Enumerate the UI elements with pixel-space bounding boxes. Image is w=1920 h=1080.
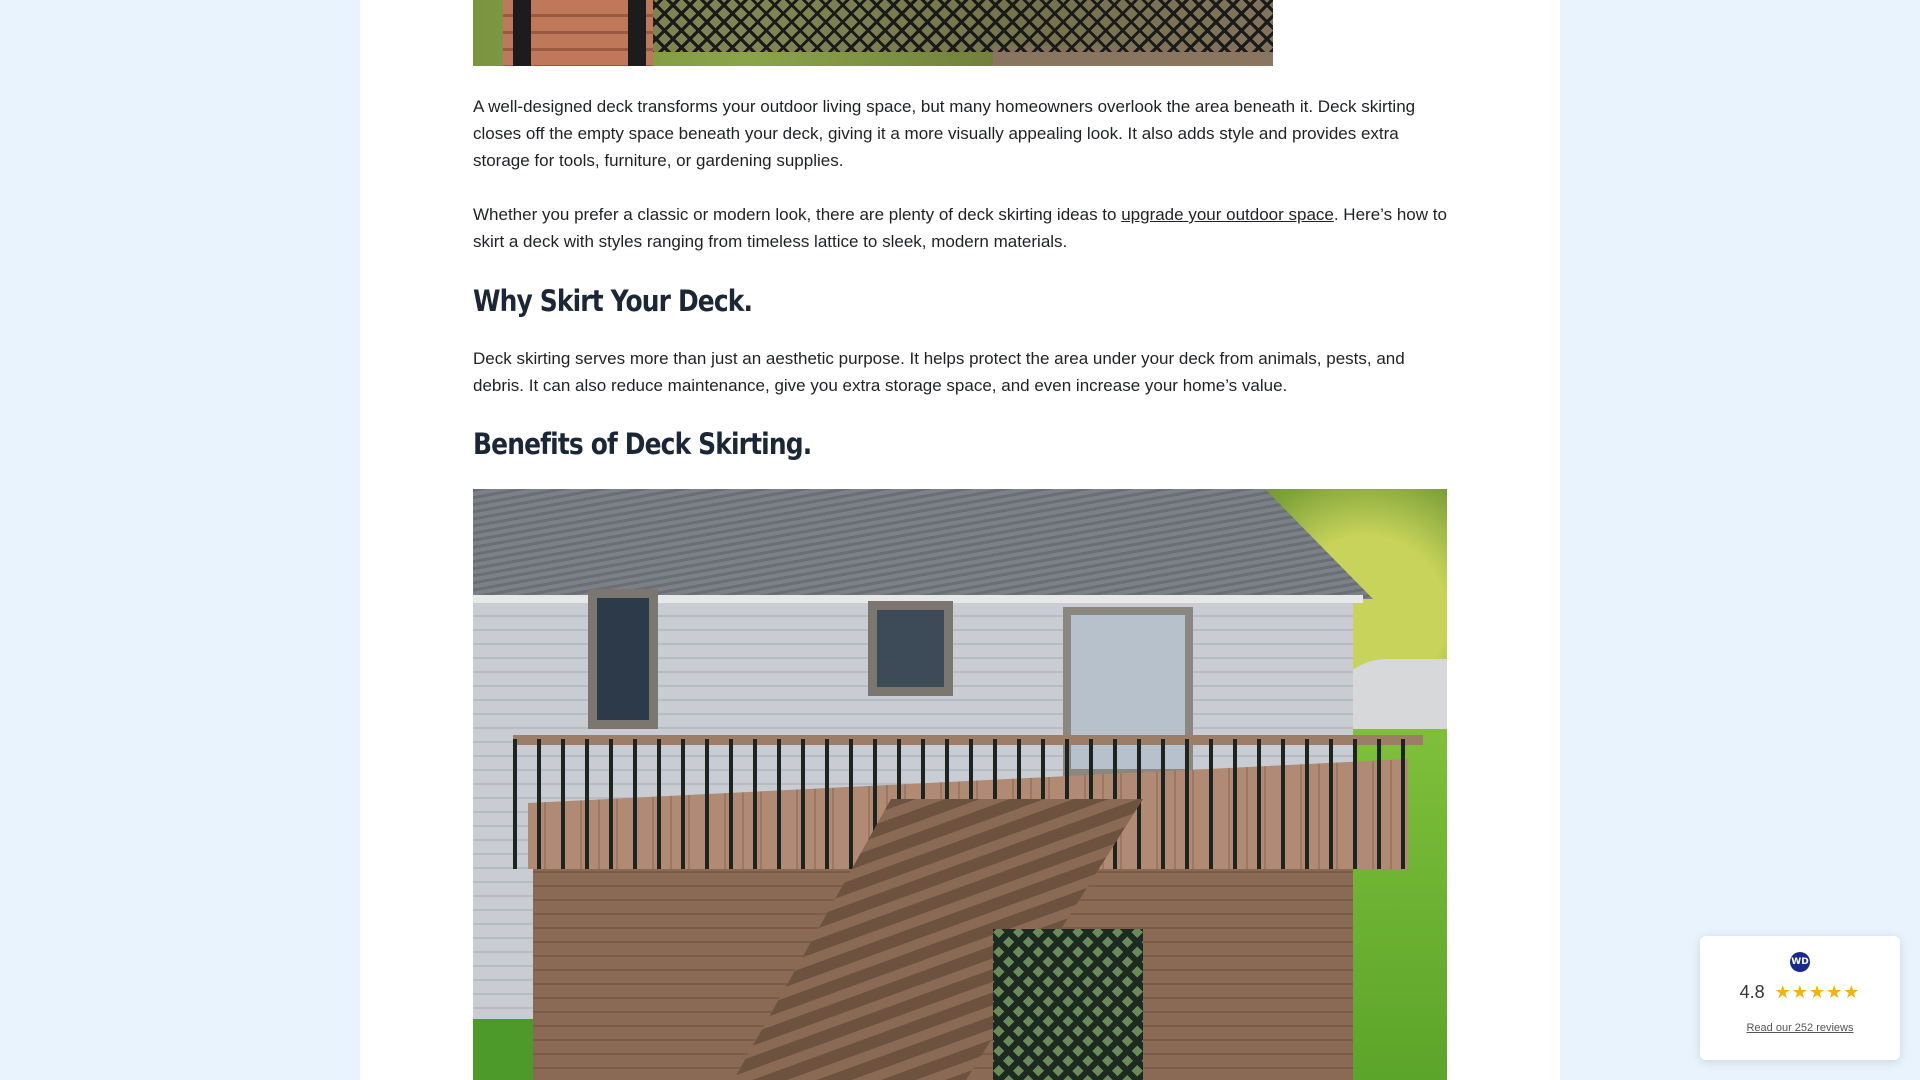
- star-rating-icon: ★★★★★: [1774, 982, 1861, 1002]
- photo-lattice: [633, 0, 1273, 52]
- benefits-heading: Benefits of Deck Skirting.: [473, 427, 812, 461]
- deck-lattice-photo: [473, 0, 1273, 66]
- photo-lattice-panel: [993, 929, 1143, 1080]
- photo-window: [588, 589, 658, 729]
- photo-post: [513, 0, 531, 66]
- company-logo-icon: WD: [1790, 952, 1810, 972]
- ideas-text-before: Whether you prefer a classic or modern look, there are plenty of deck skirting ideas to: [473, 205, 1122, 224]
- photo-roof: [473, 489, 1373, 599]
- ideas-paragraph: [473, 201, 1447, 255]
- rating-value: 4.8: [1739, 982, 1765, 1002]
- ideas-text-after: . Here’s how to skirt a deck with styles ranging from timeless lattice to sleek, modern materials.: [473, 205, 1447, 251]
- photo-window: [868, 601, 953, 696]
- why-skirt-heading: Why Skirt Your Deck.: [473, 284, 753, 318]
- why-skirt-paragraph: Deck skirting serves more than just an aesthetic purpose. It helps protect the area under your deck from animals, pests, and debris. It can also reduce maintenance, give you extra storage space, and even increase your home’s value.: [473, 349, 1405, 395]
- photo-grass-left: [473, 1019, 533, 1080]
- rating-row: [1700, 982, 1900, 1003]
- page-column: [360, 0, 1560, 1080]
- house-deck-photo: [473, 489, 1447, 1080]
- photo-post: [628, 0, 646, 66]
- reviews-badge[interactable]: [1700, 936, 1900, 1060]
- upgrade-outdoor-space-link[interactable]: upgrade your outdoor space: [1121, 205, 1334, 224]
- read-reviews-link[interactable]: Read our 252 reviews: [1746, 1022, 1854, 1034]
- intro-paragraph: A well-designed deck transforms your outdoor living space, but many homeowners overlook the area beneath it. Deck skirting closes off the empty space beneath your deck, giving it a more visually appealing look. It also adds style and provides extra storage for tools, furniture, or gardening supplies.: [473, 97, 1416, 170]
